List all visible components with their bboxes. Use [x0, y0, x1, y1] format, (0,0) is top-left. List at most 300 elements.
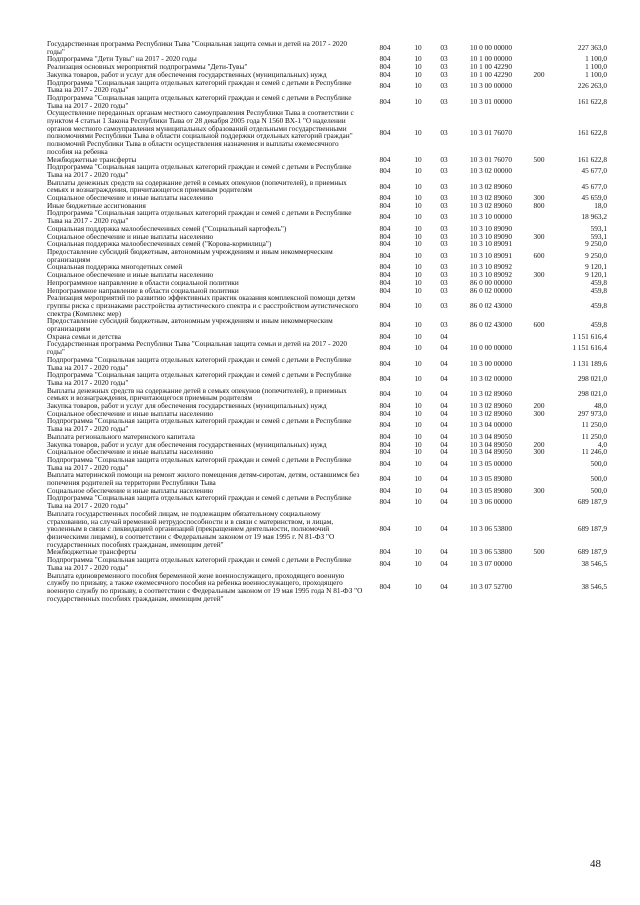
row-target-article: 10 3 10 89090 — [470, 231, 512, 241]
row-target-article: 10 3 06 53800 — [470, 547, 512, 557]
row-ved-code: 804 — [379, 285, 391, 295]
row-section-code: 10 — [414, 277, 422, 287]
row-ved-code: 804 — [379, 331, 391, 341]
row-target-article: 10 3 10 00000 — [470, 212, 512, 222]
row-section-code: 10 — [414, 485, 422, 495]
row-amount: 298 021,0 — [577, 389, 607, 399]
row-ved-code: 804 — [379, 166, 391, 176]
row-name: Социальное обеспечение и иные выплаты населению — [47, 408, 214, 418]
row-ved-code: 804 — [379, 389, 391, 399]
row-amount: 45 659,0 — [581, 193, 607, 203]
row-ved-code: 804 — [379, 497, 391, 507]
row-section-code: 10 — [414, 320, 422, 330]
row-name: Реализация основных мероприятий подпрограммы "Дети-Тувы" — [47, 62, 248, 72]
row-subsection-code: 03 — [440, 181, 448, 191]
row-subsection-code: 04 — [440, 458, 448, 468]
row-ved-code: 804 — [379, 300, 391, 310]
table-row — [47, 317, 607, 332]
row-amount: 45 677,0 — [581, 166, 607, 176]
row-amount: 226 263,0 — [577, 81, 607, 91]
row-amount: 500,0 — [590, 474, 607, 484]
row-target-article: 10 3 10 89091 — [470, 250, 512, 260]
row-ved-code: 804 — [379, 69, 391, 79]
table-row — [47, 494, 607, 509]
row-amount: 689 187,9 — [577, 497, 607, 507]
row-amount: 11 250,0 — [581, 420, 607, 430]
row-subsection-code: 03 — [440, 193, 448, 203]
row-subsection-code: 03 — [440, 277, 448, 287]
row-subsection-code: 04 — [440, 582, 448, 592]
row-section-code: 10 — [414, 447, 422, 457]
row-target-article: 10 3 10 89092 — [470, 270, 512, 280]
row-name: Выплата государственных пособий лицам, не подлежащим обязательному социальному страхованию, на случай временной нетрудоспособности и в связи с материнством, и лицам, уволенным в связи с ликвидацией организаций (прекращением деятельности, полномочий физическими лицами), в соответствии с Федеральным законом от 19 мая 1995 г. N 81-ФЗ "О государственных пособиях гражданам, имеющим детей" — [47, 508, 335, 549]
row-section-code: 10 — [414, 96, 422, 106]
row-amount: 459,8 — [590, 300, 607, 310]
row-expense-type: 300 — [533, 485, 545, 495]
row-name: Выплата материнской помощи на ремонт жилого помещения детям-сиротам, детям, оставшимся без попечения родителей на территории Республики Тыва — [47, 470, 360, 488]
row-target-article: 10 3 02 89060 — [470, 193, 512, 203]
row-amount: 500,0 — [590, 485, 607, 495]
row-subsection-code: 03 — [440, 81, 448, 91]
row-expense-type — [524, 340, 554, 355]
table-row — [47, 179, 607, 194]
row-name: Выплаты денежных средств на содержание детей в семьях опекунов (попечителей), в приемных семьях и вознаграждения, причитающегося приемным родителям — [47, 177, 347, 195]
row-ved-code: 804 — [379, 401, 391, 411]
row-expense-type — [524, 471, 554, 486]
row-expense-type: 300 — [533, 408, 545, 418]
row-subsection-code: 04 — [440, 408, 448, 418]
row-name: Подпрограмма "Социальная защита отдельных категорий граждан и семей с детьми в Республике Тыва на 2017 - 2020 годы" — [47, 354, 352, 372]
row-name: Межбюджетные трансферты — [47, 547, 137, 557]
row-amount: 4,0 — [597, 439, 607, 449]
row-name: Непрограммное направление в области социальной политики — [47, 285, 239, 295]
row-name: Выплата единовременного пособия беременной жене военнослужащего, проходящего военную службу по призыву, а также ежемесячного пособия на ребенка военнослужащего, проходящего военную службу по призыву, в соответствии с Федеральным законом от 19 мая 1995 года N 81-ФЗ "О государственных пособиях гражданам, имеющим детей" — [47, 570, 363, 603]
row-name: Подпрограмма "Дети Тувы" на 2017 - 2020 годы — [47, 54, 197, 64]
row-ved-code: 804 — [379, 81, 391, 91]
row-subsection-code: 03 — [440, 285, 448, 295]
row-subsection-code: 03 — [440, 54, 448, 64]
table-row — [47, 456, 607, 471]
row-target-article: 10 3 02 89060 — [470, 389, 512, 399]
row-target-article: 10 3 10 89091 — [470, 239, 512, 249]
table-row — [47, 94, 607, 109]
row-section-code: 10 — [414, 285, 422, 295]
row-amount: 459,8 — [590, 277, 607, 287]
row-expense-type: 600 — [533, 320, 545, 330]
row-ved-code: 804 — [379, 558, 391, 568]
row-section-code: 10 — [414, 497, 422, 507]
row-subsection-code: 04 — [440, 474, 448, 484]
row-ved-code: 804 — [379, 343, 391, 353]
table-row — [47, 371, 607, 386]
row-name: Закупка товаров, работ и услуг для обеспечения государственных (муниципальных) нужд — [47, 401, 327, 411]
row-target-article: 10 3 02 89060 — [470, 408, 512, 418]
row-name: Социальное обеспечение и иные выплаты населению — [47, 270, 214, 280]
row-subsection-code: 03 — [440, 270, 448, 280]
row-section-code: 10 — [414, 154, 422, 164]
row-expense-type — [524, 79, 554, 94]
row-section-code: 10 — [414, 270, 422, 280]
row-target-article — [458, 333, 524, 341]
row-ved-code: 804 — [379, 474, 391, 484]
row-name: Охрана семьи и детства — [47, 331, 121, 341]
row-name: Выплата регионального материнского капитала — [47, 431, 195, 441]
row-name: Социальная поддержка многодетных семей — [47, 262, 183, 272]
row-section-code: 10 — [414, 358, 422, 368]
row-ved-code: 804 — [379, 408, 391, 418]
row-amount: 9 250,0 — [585, 250, 607, 260]
row-expense-type — [524, 209, 554, 224]
row-target-article: 10 3 06 00000 — [470, 497, 512, 507]
row-name: Реализация мероприятий по развитию эффективных практик оказания комплексной помощи детям группы риска с признаками расстройства аутистического спектра и с расстройством аутистического спектра (Комплекс мер) — [47, 293, 359, 318]
row-target-article: 10 3 02 89060 — [470, 181, 512, 191]
table-row — [47, 209, 607, 224]
row-name: Подпрограмма "Социальная защита отдельных категорий граждан и семей с детьми в Республике Тыва на 2017 - 2020 годы" — [47, 162, 352, 179]
row-amount: 161 622,8 — [577, 96, 607, 106]
row-section-code: 10 — [414, 474, 422, 484]
row-subsection-code: 04 — [440, 558, 448, 568]
row-section-code: 10 — [414, 420, 422, 430]
row-amount: 1 100,0 — [585, 69, 607, 79]
row-expense-type: 500 — [533, 154, 545, 164]
row-subsection-code: 03 — [440, 166, 448, 176]
row-name: Подпрограмма "Социальная защита отдельных категорий граждан и семей с детьми в Республике Тыва на 2017 - 2020 годы" — [47, 555, 352, 572]
row-amount: 689 187,9 — [577, 524, 607, 534]
row-amount: 593,1 — [590, 231, 607, 241]
row-ved-code: 804 — [379, 223, 391, 233]
row-name: Подпрограмма "Социальная защита отдельных категорий граждан и семей с детьми в Республике Тыва на 2017 - 2020 годы" — [47, 370, 352, 387]
row-expense-type — [524, 387, 554, 402]
row-name: Государственная программа Республики Тыва "Социальная защита семьи и детей на 2017 - 2020 годы" — [47, 39, 348, 56]
row-amount: 1 131 189,6 — [572, 358, 607, 368]
row-amount: 1 100,0 — [585, 62, 607, 72]
row-section-code: 10 — [414, 81, 422, 91]
row-ved-code: 804 — [379, 239, 391, 249]
row-subsection-code: 03 — [440, 262, 448, 272]
table-row — [47, 163, 607, 178]
row-ved-code: 804 — [379, 420, 391, 430]
row-section-code: 10 — [414, 181, 422, 191]
row-amount: 297 973,0 — [577, 408, 607, 418]
row-name: Предоставление субсидий бюджетным, автономным учреждениям и иным некоммерческим организациям — [47, 246, 333, 264]
row-ved-code: 804 — [379, 458, 391, 468]
row-section-code: 10 — [414, 231, 422, 241]
row-amount: 18 963,2 — [581, 212, 607, 222]
row-section-code: 10 — [414, 223, 422, 233]
row-target-article: 10 3 07 52700 — [470, 582, 512, 592]
row-amount: 9 120,1 — [585, 270, 607, 280]
table-row — [47, 294, 607, 317]
row-name: Закупка товаров, работ и услуг для обеспечения государственных (муниципальных) нужд — [47, 69, 327, 79]
row-amount: 459,8 — [590, 285, 607, 295]
row-expense-type: 200 — [533, 439, 545, 449]
row-target-article: 86 0 02 43000 — [470, 300, 512, 310]
row-name: Предоставление субсидий бюджетным, автономным учреждениям и иным некоммерческим организациям — [47, 316, 333, 334]
row-ved-code: 804 — [379, 62, 391, 72]
row-section-code: 10 — [414, 262, 422, 272]
row-amount: 11 246,0 — [581, 447, 607, 457]
row-ved-code: 804 — [379, 447, 391, 457]
row-name: Межбюджетные трансферты — [47, 154, 137, 164]
row-expense-type — [524, 417, 554, 432]
row-section-code: 10 — [414, 193, 422, 203]
row-amount: 45 677,0 — [581, 181, 607, 191]
row-target-article: 10 3 05 89080 — [470, 474, 512, 484]
row-subsection-code: 04 — [440, 497, 448, 507]
row-name: Подпрограмма "Социальная защита отдельных категорий граждан и семей с детьми в Республике Тыва на 2017 - 2020 годы" — [47, 92, 352, 110]
row-name: Социальное обеспечение и иные выплаты населению — [47, 447, 214, 457]
row-section-code: 10 — [414, 331, 422, 341]
row-target-article: 10 3 02 00000 — [470, 374, 512, 384]
row-target-article: 10 3 00 00000 — [470, 358, 512, 368]
budget-table-body — [47, 40, 607, 602]
row-expense-type — [524, 240, 554, 248]
row-section-code: 10 — [414, 250, 422, 260]
row-expense-type — [524, 494, 554, 509]
row-subsection-code: 04 — [440, 439, 448, 449]
row-target-article: 86 0 02 43000 — [470, 320, 512, 330]
row-amount: 9 250,0 — [585, 239, 607, 249]
row-target-article: 10 0 00 00000 — [470, 343, 512, 353]
table-row — [47, 248, 607, 263]
row-section-code: 10 — [414, 547, 422, 557]
row-expense-type — [524, 287, 554, 295]
row-amount: 593,1 — [590, 223, 607, 233]
row-name: Непрограммное направление в области социальной политики — [47, 277, 239, 287]
row-ved-code: 804 — [379, 200, 391, 210]
table-row — [47, 510, 607, 549]
row-expense-type: 300 — [533, 270, 545, 280]
row-target-article: 10 3 01 76070 — [470, 127, 512, 137]
row-subsection-code: 03 — [440, 42, 448, 52]
table-row — [47, 572, 607, 603]
row-target-article: 86 0 00 00000 — [470, 277, 512, 287]
row-expense-type: 200 — [533, 69, 545, 79]
row-section-code: 10 — [414, 524, 422, 534]
row-ved-code: 804 — [379, 270, 391, 280]
row-expense-type — [524, 371, 554, 386]
row-subsection-code: 03 — [440, 212, 448, 222]
table-row — [47, 40, 607, 55]
table-row — [47, 387, 607, 402]
table-row — [47, 356, 607, 371]
row-subsection-code: 03 — [440, 69, 448, 79]
row-target-article: 10 0 00 00000 — [470, 42, 512, 52]
row-subsection-code: 03 — [440, 223, 448, 233]
row-amount: 298 021,0 — [577, 374, 607, 384]
row-ved-code: 804 — [379, 231, 391, 241]
row-amount: 459,8 — [590, 320, 607, 330]
row-section-code: 10 — [414, 62, 422, 72]
row-subsection-code: 04 — [440, 358, 448, 368]
row-name: Государственная программа Республики Тыва "Социальная защита семьи и детей на 2017 - 2020 годы" — [47, 339, 348, 357]
row-section-code: 10 — [414, 54, 422, 64]
row-ved-code: 804 — [379, 193, 391, 203]
row-target-article: 10 3 02 00000 — [470, 166, 512, 176]
row-amount: 18,0 — [594, 200, 607, 210]
row-amount: 1 151 616,4 — [572, 331, 607, 341]
row-expense-type — [524, 556, 554, 571]
row-amount: 1 100,0 — [585, 54, 607, 64]
row-expense-type — [524, 40, 554, 55]
row-target-article: 10 3 10 89092 — [470, 262, 512, 272]
row-ved-code: 804 — [379, 127, 391, 137]
table-row — [47, 79, 607, 94]
row-section-code: 10 — [414, 431, 422, 441]
row-subsection-code: 04 — [440, 524, 448, 534]
row-expense-type — [524, 572, 554, 603]
row-name: Подпрограмма "Социальная защита отдельных категорий граждан и семей с детьми в Республике Тыва на 2017 - 2020 годы" — [47, 77, 352, 95]
row-subsection-code: 04 — [440, 547, 448, 557]
row-amount: 161 622,8 — [577, 154, 607, 164]
row-section-code: 10 — [414, 166, 422, 176]
row-subsection-code: 04 — [440, 485, 448, 495]
row-name: Подпрограмма "Социальная защита отдельных категорий граждан и семей с детьми в Республике Тыва на 2017 - 2020 годы" — [47, 454, 352, 472]
row-section-code: 10 — [414, 239, 422, 249]
row-expense-type — [524, 179, 554, 194]
row-target-article: 10 3 02 89060 — [470, 200, 512, 210]
row-ved-code: 804 — [379, 250, 391, 260]
row-target-article: 10 3 10 89090 — [470, 223, 512, 233]
row-subsection-code: 03 — [440, 127, 448, 137]
row-subsection-code: 04 — [440, 374, 448, 384]
row-section-code: 10 — [414, 439, 422, 449]
row-section-code: 10 — [414, 389, 422, 399]
row-target-article: 10 3 04 89050 — [470, 447, 512, 457]
row-target-article: 10 3 01 76070 — [470, 154, 512, 164]
table-row — [47, 471, 607, 486]
row-expense-type — [524, 279, 554, 287]
row-section-code: 10 — [414, 458, 422, 468]
row-amount: 38 546,5 — [581, 582, 607, 592]
row-expense-type — [524, 510, 554, 549]
row-amount: 500,0 — [590, 458, 607, 468]
row-amount: 38 546,5 — [581, 558, 607, 568]
row-ved-code: 804 — [379, 320, 391, 330]
row-expense-type: 500 — [533, 547, 545, 557]
row-subsection-code: 03 — [440, 250, 448, 260]
row-amount: 9 120,1 — [585, 262, 607, 272]
row-section-code: 10 — [414, 343, 422, 353]
table-row — [47, 556, 607, 571]
row-subsection-code: 03 — [440, 200, 448, 210]
row-expense-type: 600 — [533, 250, 545, 260]
row-section-code: 10 — [414, 558, 422, 568]
row-name: Иные бюджетные ассигнования — [47, 200, 146, 210]
row-subsection-code: 03 — [440, 320, 448, 330]
row-target-article: 86 0 02 00000 — [470, 285, 512, 295]
page-number: 48 — [590, 858, 601, 870]
row-ved-code: 804 — [379, 582, 391, 592]
row-subsection-code: 04 — [440, 420, 448, 430]
row-subsection-code: 04 — [440, 447, 448, 457]
row-amount: 11 250,0 — [581, 431, 607, 441]
row-target-article: 10 3 02 89060 — [470, 401, 512, 411]
table-row — [47, 417, 607, 432]
row-target-article: 10 3 05 89080 — [470, 485, 512, 495]
row-ved-code: 804 — [379, 374, 391, 384]
row-expense-type — [524, 456, 554, 471]
row-subsection-code: 03 — [440, 231, 448, 241]
row-expense-type — [524, 94, 554, 109]
row-subsection-code: 04 — [440, 331, 448, 341]
row-name: Подпрограмма "Социальная защита отдельных категорий граждан и семей с детьми в Республике Тыва на 2017 - 2020 годы" — [47, 416, 352, 434]
row-ved-code: 804 — [379, 262, 391, 272]
row-section-code: 10 — [414, 401, 422, 411]
row-name: Социальная поддержка малообеспеченных семей ("Социальный картофель") — [47, 223, 287, 233]
row-target-article: 10 3 05 00000 — [470, 458, 512, 468]
row-subsection-code: 03 — [440, 300, 448, 310]
table-row — [47, 109, 607, 155]
row-subsection-code: 03 — [440, 239, 448, 249]
row-expense-type: 300 — [533, 193, 545, 203]
row-amount: 689 187,9 — [577, 547, 607, 557]
row-subsection-code: 04 — [440, 343, 448, 353]
row-name: Подпрограмма "Социальная защита отдельных категорий граждан и семей с детьми в Республике Тыва на 2017 - 2020 годы" — [47, 208, 352, 226]
row-name: Социальное обеспечение и иные выплаты населению — [47, 231, 214, 241]
row-target-article: 10 3 04 00000 — [470, 420, 512, 430]
row-subsection-code: 04 — [440, 431, 448, 441]
row-section-code: 10 — [414, 212, 422, 222]
row-section-code: 10 — [414, 42, 422, 52]
row-subsection-code: 04 — [440, 389, 448, 399]
row-expense-type — [524, 333, 554, 341]
row-ved-code: 804 — [379, 154, 391, 164]
row-target-article: 10 3 04 89050 — [470, 439, 512, 449]
row-expense-type: 200 — [533, 401, 545, 411]
row-ved-code: 804 — [379, 96, 391, 106]
row-expense-type: 300 — [533, 231, 545, 241]
budget-table — [47, 40, 607, 602]
row-subsection-code: 03 — [440, 96, 448, 106]
row-name: Выплаты денежных средств на содержание детей в семьях опекунов (попечителей), в приемных семьях и вознаграждения, причитающегося приемным родителям — [47, 385, 347, 403]
row-amount: 227 363,0 — [577, 42, 607, 52]
row-expense-type — [524, 356, 554, 371]
row-target-article: 10 3 07 00000 — [470, 558, 512, 568]
row-target-article: 10 3 00 00000 — [470, 81, 512, 91]
row-target-article: 10 1 00 00000 — [470, 54, 512, 64]
row-target-article: 10 3 04 89050 — [470, 431, 512, 441]
row-name: Социальное обеспечение и иные выплаты населению — [47, 193, 214, 203]
row-ved-code: 804 — [379, 431, 391, 441]
row-ved-code: 804 — [379, 181, 391, 191]
row-ved-code: 804 — [379, 547, 391, 557]
table-row — [47, 340, 607, 355]
row-section-code: 10 — [414, 200, 422, 210]
row-target-article: 10 1 00 42290 — [470, 69, 512, 79]
row-section-code: 10 — [414, 69, 422, 79]
row-subsection-code: 03 — [440, 62, 448, 72]
row-ved-code: 804 — [379, 277, 391, 287]
row-ved-code: 804 — [379, 212, 391, 222]
row-ved-code: 804 — [379, 54, 391, 64]
row-name: Социальная поддержка малообеспеченных семей ("Корова-кормилица") — [47, 239, 272, 249]
row-name: Осуществление переданных органам местного самоуправления Республики Тыва в соответствии с пунктом 4 статьи 1 Закона Республики Тыва от 28 декабря 2005 года N 1560 ВХ-1 "О наделении органов местного самоуправления муниципальных образований отдельными государственными полномочиями Республики Тыва в области социальной поддержки отдельных категорий граждан" полномочий Республики Тыва в области осуществления назначения и выплаты ежемесячного пособия на ребенка — [47, 108, 354, 156]
row-name: Подпрограмма "Социальная защита отдельных категорий граждан и семей с детьми в Республике Тыва на 2017 - 2020 годы" — [47, 493, 352, 511]
row-subsection-code: 04 — [440, 401, 448, 411]
row-target-article: 10 1 00 42290 — [470, 62, 512, 72]
row-section-code: 10 — [414, 127, 422, 137]
row-section-code: 10 — [414, 300, 422, 310]
row-ved-code: 804 — [379, 524, 391, 534]
row-expense-type: 300 — [533, 447, 545, 457]
row-ved-code: 804 — [379, 42, 391, 52]
row-expense-type — [524, 163, 554, 178]
row-section-code: 10 — [414, 408, 422, 418]
row-amount: 161 622,8 — [577, 127, 607, 137]
row-amount: 48,0 — [594, 401, 607, 411]
row-expense-type — [524, 109, 554, 155]
